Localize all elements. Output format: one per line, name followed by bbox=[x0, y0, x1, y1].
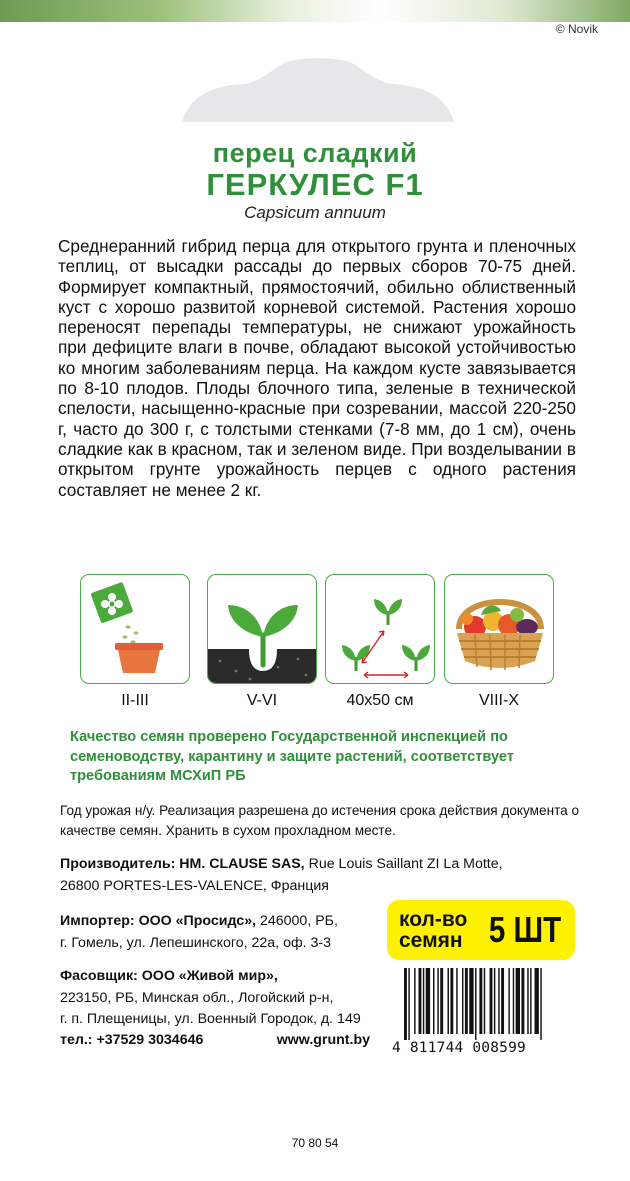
barcode-bar bbox=[490, 968, 493, 1034]
barcode-bar bbox=[501, 968, 504, 1034]
barcode-bar bbox=[540, 968, 541, 1040]
seed-count-badge bbox=[387, 900, 575, 960]
barcode-bar bbox=[484, 968, 485, 1034]
icon-cell-seedling bbox=[207, 574, 317, 710]
importer-name: ООО «Просидс», bbox=[138, 913, 257, 929]
barcode-digits: 4 811744 008599 bbox=[392, 1040, 526, 1056]
producer-address-2: 26800 PORTES-LES-VALENCE, Франция bbox=[60, 878, 329, 894]
packer-info bbox=[60, 966, 380, 1031]
seed-count-label-line-1: кол-во bbox=[399, 908, 468, 931]
producer-info bbox=[60, 853, 580, 897]
icon-cell-sowing bbox=[80, 574, 190, 710]
barcode-bar bbox=[521, 968, 524, 1034]
description: Среднеранний гибрид перца для открытого грунта и пленочных теплиц, от высадки рассады до первых сборов 70-75 дней. Формирует компактный, прямостоячий, обильно облиственный куст с хорошо развитой корневой системой. Растения хорошо переносят перепады температуры, не снижают урожайность при дефиците влаги в почве, обладают высокой устойчивостью ко многим заболеваниям перца. На каждом кусте завязывается по 8-10 плодов. Плоды блочного типа, зеленые в технической спелости, насыщенно-красные при созревании, массой 220-250 г, часто до 300 г, с толстыми стенками (7-8 мм, до 1 см), очень сладкие как в красном, так и зеленом виде. При возделывании в открытом грунте урожайность перцев с одного растения составляет не менее 2 кг. bbox=[58, 236, 576, 500]
importer-address-2: г. Гомель, ул. Лепешинского, 22а, оф. 3-3 bbox=[60, 935, 332, 951]
seedling-period: V-VI bbox=[246, 692, 278, 709]
planting-scheme-icon bbox=[325, 574, 435, 684]
barcode-bar bbox=[475, 968, 476, 1040]
planting-scheme: 40x50 см bbox=[346, 692, 414, 709]
packer-label: Фасовщик: bbox=[60, 968, 138, 984]
icon-cell-harvest bbox=[444, 574, 554, 710]
barcode-bar bbox=[450, 968, 453, 1034]
barcode-bar bbox=[456, 968, 457, 1034]
barcode-bar bbox=[408, 968, 409, 1040]
producer-name: HM. CLAUSE SAS, bbox=[179, 856, 305, 872]
barcode-bar bbox=[404, 968, 407, 1040]
barcode-bar bbox=[494, 968, 495, 1034]
packer-name: ООО «Живой мир», bbox=[141, 968, 278, 984]
barcode-bars bbox=[392, 968, 592, 1040]
importer-address-1: 246000, РБ, bbox=[256, 913, 338, 929]
hanger-tab bbox=[182, 58, 454, 126]
title-block bbox=[0, 138, 630, 224]
barcode-bar bbox=[508, 968, 509, 1034]
producer-address-1: Rue Louis Saillant ZI La Motte, bbox=[304, 856, 503, 872]
seed-count-value: 5 ШТ bbox=[488, 909, 561, 950]
barcode-bar bbox=[462, 968, 463, 1034]
copyright: © Novik bbox=[555, 22, 598, 36]
packer-address-2: г. п. Плещеницы, ул. Военный Городок, д. 149 bbox=[60, 1011, 361, 1027]
barcode-bar bbox=[498, 968, 499, 1034]
barcode bbox=[392, 968, 592, 1058]
sowing-period: II-III bbox=[121, 692, 149, 709]
contacts bbox=[60, 1032, 370, 1048]
barcode-bar bbox=[437, 968, 438, 1034]
barcode-bar bbox=[440, 968, 443, 1034]
barcode-bar bbox=[414, 968, 415, 1034]
phone-number: тел.: +37529 3034646 bbox=[60, 1032, 204, 1048]
barcode-bar bbox=[513, 968, 514, 1034]
harvest-period: VIII-X bbox=[478, 692, 519, 709]
barcode-bar bbox=[535, 968, 539, 1034]
importer-label: Импортер: bbox=[60, 913, 135, 929]
seed-count-label-line-2: семян bbox=[399, 929, 463, 952]
barcode-bar bbox=[530, 968, 531, 1034]
barcode-bar bbox=[527, 968, 528, 1034]
barcode-bar bbox=[423, 968, 424, 1034]
barcode-bar bbox=[465, 968, 468, 1034]
barcode-bar bbox=[426, 968, 430, 1034]
latin-name: Capsicum annuum bbox=[244, 203, 386, 222]
packer-address-1: 223150, РБ, Минская обл., Логойский р-н, bbox=[60, 989, 334, 1006]
icon-cell-scheme bbox=[325, 574, 435, 710]
barcode-bar bbox=[516, 968, 520, 1034]
importer-info bbox=[60, 910, 380, 954]
barcode-bar bbox=[479, 968, 482, 1034]
website-link[interactable]: www.grunt.by bbox=[276, 1032, 370, 1048]
seedling-icon bbox=[207, 574, 317, 684]
top-photo-strip bbox=[0, 0, 630, 22]
sowing-icon bbox=[80, 574, 190, 684]
harvest-basket-icon bbox=[444, 574, 554, 684]
barcode-bar bbox=[419, 968, 422, 1034]
variety-name: ГЕРКУЛЕС F1 bbox=[206, 167, 424, 202]
storage-note: Год урожая н/у. Реализация разрешена до истечения срока действия документа о качестве семян. Хранить в сухом прохладном месте. bbox=[60, 803, 580, 838]
barcode-bar bbox=[448, 968, 449, 1034]
barcode-bar bbox=[433, 968, 434, 1034]
growing-icons bbox=[80, 574, 570, 724]
seed-count-label bbox=[399, 909, 467, 951]
product-type: перец сладкий bbox=[212, 138, 418, 168]
producer-label: Производитель: bbox=[60, 856, 176, 872]
barcode-bar bbox=[469, 968, 473, 1034]
quality-note: Качество семян проверено Государственной инспекцией по семеноводству, карантину и защите растений, соответствует требованиям МСХиП РБ bbox=[70, 729, 514, 784]
lot-number: 70 80 54 bbox=[291, 1136, 339, 1150]
